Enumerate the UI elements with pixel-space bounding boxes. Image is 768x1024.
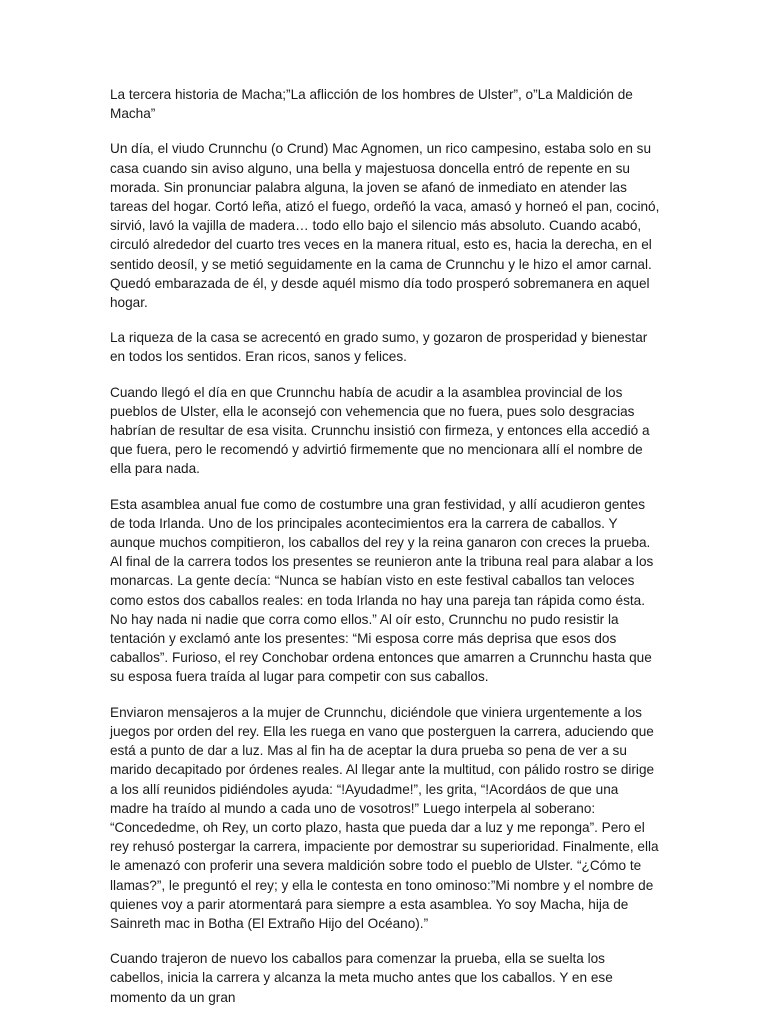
paragraph: Esta asamblea anual fue como de costumbre una gran festividad, y allí acudieron gentes de toda Irlanda. Uno de los principales acontecimientos era la carrera de caballos. Y aunque muchos compitieron, los caballos del rey y la reina ganaron con creces la prueba. Al final de la carrera todos los presentes se reunieron ante la tribuna real para alabar a los monarcas. La gente decía: “Nunca se habían visto en este festival caballos tan veloces como estos dos caballos reales: en toda Irlanda no hay una pareja tan rápida como ésta. No hay nada ni nadie que corra como ellos.” Al oír esto, Crunnchu no pudo resistir la tentación y exclamó ante los presentes: “Mi esposa corre más deprisa que esos dos caballos”. Furioso, el rey Conchobar ordena entonces que amarren a Crunnchu hasta que su esposa fuera traída al lugar para competir con sus caballos. (110, 496, 654, 685)
document-body (110, 85, 660, 1023)
paragraph: Cuando trajeron de nuevo los caballos para comenzar la prueba, ella se suelta los cabellos, inicia la carrera y alcanza la meta mucho antes que los caballos. Y en ese momento da un gran (110, 951, 613, 1005)
paragraph: Enviaron mensajeros a la mujer de Crunnchu, diciéndole que viniera urgentemente a los juegos por orden del rey. Ella les ruega en vano que posterguen la carrera, aduciendo que está a punto de dar a luz. Mas al fin ha de aceptar la dura prueba so pena de ver a su marido decapitado por órdenes reales. Al llegar ante la multitud, con pálido rostro se dirige a los allí reunidos pidiéndoles ayuda: “!Ayudadme!”, les grita, “!Acordáos de que una madre ha traído al mundo a cada uno de vosotros!” Luego interpela al soberano: “Concededme, oh Rey, un corto plazo, hasta que pueda dar a luz y me reponga”. Pero el rey rehusó postergar la carrera, impaciente por demostrar su superioridad. Finalmente, ella le amenazó con proferir una severa maldición sobre todo el pueblo de Ulster. “¿Cómo te llamas?”, le preguntó el rey; y ella le contesta en tono ominoso:”Mi nombre y el nombre de quienes voy a parir atormentará para siempre a esta asamblea. Yo soy Macha, hija de Sainreth mac in Botha (El Extraño Hijo del Océano).” (110, 704, 659, 931)
paragraph: Un día, el viudo Crunnchu (o Crund) Mac Agnomen, un rico campesino, estaba solo en su casa cuando sin aviso alguno, una bella y majestuosa doncella entró de repente en su morada. Sin pronunciar palabra alguna, la joven se afanó de inmediato en atender las tareas del hogar. Cortó leña, atizó el fuego, ordeñó la vaca, amasó y horneó el pan, cocinó, sirvió, lavó la vajilla de madera… todo ello bajo el silencio más absoluto. Cuando acabó, circuló alrededor del cuarto tres veces en la manera ritual, esto es, hacia la derecha, en el sentido deosíl, y se metió seguidamente en la cama de Crunnchu y le hizo el amor carnal. Quedó embarazada de él, y desde aquél mismo día todo prosperó sobremanera en aquel hogar. (110, 141, 660, 311)
paragraph: Cuando llegó el día en que Crunnchu había de acudir a la asamblea provincial de los pueblos de Ulster, ella le aconsejó con vehemencia que no fuera, pues solo desgracias habrían de resultar de esa visita. Crunnchu insistió con firmeza, y entonces ella accedió a que fuera, pero le recomendó y advirtió firmemente que no mencionara allí el nombre de ella para nada. (110, 384, 650, 477)
document-title: La tercera historia de Macha;”La aflicción de los hombres de Ulster”, o”La Maldición de Macha” (110, 87, 633, 122)
paragraph: La riqueza de la casa se acrecentó en grado sumo, y gozaron de prosperidad y bienestar en todos los sentidos. Eran ricos, sanos y felices. (110, 330, 648, 365)
